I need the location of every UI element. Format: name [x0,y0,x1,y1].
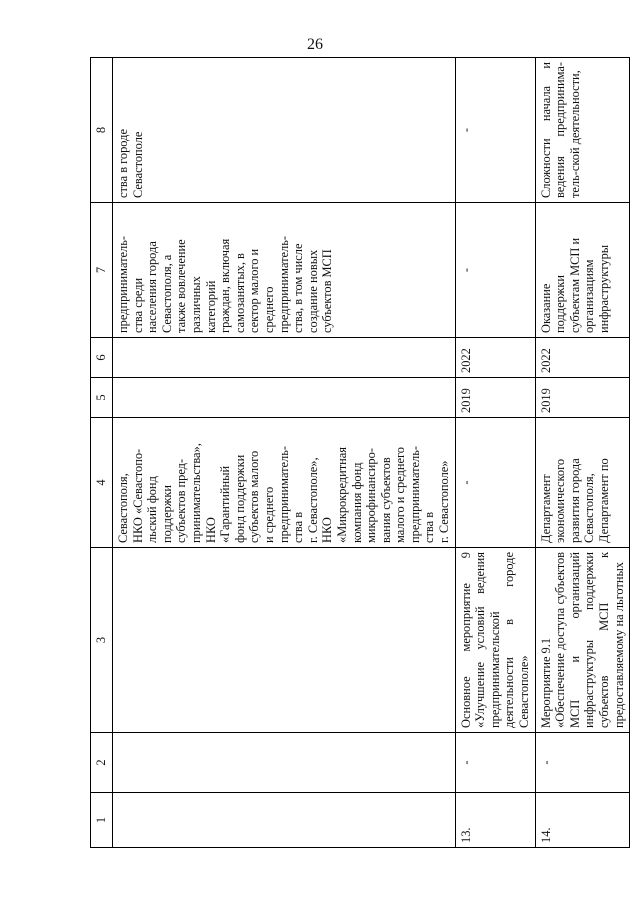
measure-name-cell [535,548,630,733]
measure-name-cell: Основное мероприятие 9 «Улучшение условий ведения предпринимательской деятельности в городе Севастополе» [455,548,535,733]
column-header-row [91,58,113,848]
table-row-13 [455,58,535,848]
column-header: 1 [91,793,113,848]
program-measures-table [90,57,630,848]
code-cell: - [535,733,630,793]
start-year-cell: 2019 [535,378,630,418]
end-year-cell: 2022 [535,338,630,378]
measure-title: Мероприятие 9.1 [538,637,553,728]
page-number: 26 [307,36,323,53]
end-year-cell: 2022 [455,338,535,378]
column-header: 3 [91,548,113,733]
measure-name-cell [113,548,456,733]
code-cell: - [455,733,535,793]
expected-result-cell: - [455,203,535,338]
consequences-cell: ства в городе Севастополе [113,58,456,203]
consequences-cell: Сложности начала и ведения предпринима-тель-ской деятельности, [535,58,630,203]
expected-result-cell: предприниматель- ства среди населения города Севастополя, а также вовлечение различных категорий граждан, включая самозанятых, в сектор малого и среднего предприниматель- ства, в том числе создание новых субъектов МСП [113,203,456,338]
consequences-cell: - [455,58,535,203]
code-cell [113,733,456,793]
column-header: 6 [91,338,113,378]
row-number-cell: 13. [455,793,535,848]
responsible-executor-cell: Севастополя, НКО «Севастопо- льский фонд поддержки субъектов пред- принимательства», НКО «Гарантийный фонд поддержки субъектов малого и среднего предприниматель- ства в г. Севастополе», НКО «Микрокредитная компания фонд микрофинансиро- вания субъектов малого и среднего предприниматель- ства в г. Севастополе» [113,418,456,548]
expected-result-cell: Оказание поддержки субъектам МСП и организациям инфраструктуры [535,203,630,338]
measure-description: «Обеспечение доступа субъектов МСП и организаций инфраструктуры поддержки субъектов МСП к предоставляемому на льготных [553,552,626,728]
rotated-table-container [90,58,626,848]
responsible-executor-cell: Департамент экономического развития города Севастополя, Департамент по [535,418,630,548]
row-number-cell [113,793,456,848]
column-header: 7 [91,203,113,338]
column-header: 5 [91,378,113,418]
responsible-executor-cell: - [455,418,535,548]
table-row-continuation [113,58,456,848]
column-header: 2 [91,733,113,793]
table-row-14 [535,58,630,848]
start-year-cell [113,378,456,418]
row-number-cell: 14. [535,793,630,848]
end-year-cell [113,338,456,378]
start-year-cell: 2019 [455,378,535,418]
column-header: 8 [91,58,113,203]
column-header: 4 [91,418,113,548]
